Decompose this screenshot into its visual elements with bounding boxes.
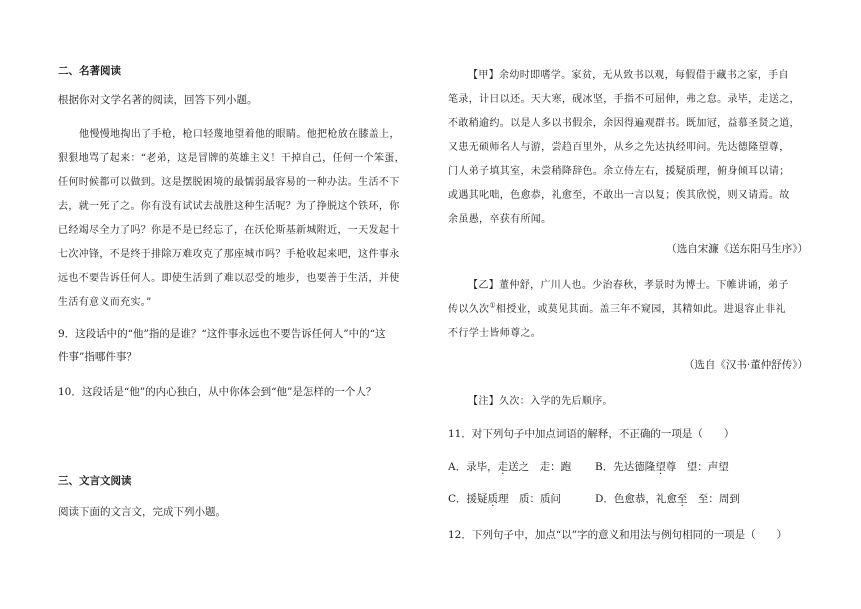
yi-source: （选自《汉书·董仲舒传》） xyxy=(683,359,808,371)
yi-line: 不行学士皆师尊之。 xyxy=(448,328,542,339)
passage-line: 已经竭尽全力了吗？你是不是已经忘了，在沃伦斯基新城附近，一天发起十 xyxy=(58,225,400,236)
q11-option-d: D．色愈恭，礼愈至 至：周到 xyxy=(595,493,740,505)
section2-intro: 根据你对文学名著的阅读，回答下列小题。 xyxy=(58,94,258,106)
jia-line: 又患无硕师名人与游，尝趋百里外，从乡之先达执经叩问。先达德隆望尊， xyxy=(448,142,790,153)
q11-option-a: A．录毕，走送之 走：跑 xyxy=(448,461,572,473)
passage-line: 任何时候都可以做到。这是摆脱困境的最懦弱最容易的一种办法。生活不下 xyxy=(58,177,400,188)
yi-line: 【乙】董仲舒，广川人也。少治春秋，孝景时为博士。下帷讲诵，弟子 xyxy=(468,280,789,291)
section2-heading: 二、名著阅读 xyxy=(58,65,121,77)
passage-line: 远也不要告诉任何人。即使生活到了难以忍受的地步，也要善于生活，并使 xyxy=(58,273,400,284)
jia-line: 或遇其叱咄，色愈恭，礼愈至，不敢出一言以复；俟其欣悦，则又请焉。故 xyxy=(448,190,790,201)
yi-line: 传以久次①相授业，或莫见其面。盖三年不窥园，其精如此。进退容止非礼 xyxy=(448,301,786,315)
passage-line: 狠狠地骂了起来：“老弟，这是冒牌的英雄主义！干掉自己，任何一个笨蛋， xyxy=(58,153,406,164)
passage-line: 七次冲锋，不是终于排除万难攻克了那座城市吗？手枪收起来吧，这件事永 xyxy=(58,249,400,260)
question-9-line1: 9．这段话中的“他”指的是谁？“这件事永远也不要告诉任何人”中的“这 xyxy=(58,328,386,340)
jia-line: 【甲】余幼时即嗜学。家贫，无从致书以观，每假借于藏书之家，手自 xyxy=(468,70,789,81)
section3-intro: 阅读下面的文言文，完成下列小题。 xyxy=(58,506,226,518)
passage-line: 去，就一死了之。你有没有试试去战胜这种生活呢？为了挣脱这个铁环，你 xyxy=(58,201,400,212)
question-9-line2: 件事”指哪件事？ xyxy=(58,351,137,363)
passage-line: 他慢慢地掏出了手枪，枪口轻蔑地望着他的眼睛。他把枪放在膝盖上， xyxy=(79,129,400,140)
jia-line: 门人弟子填其室，未尝稍降辞色。余立侍左右，援疑质理，俯身倾耳以请； xyxy=(448,166,790,177)
jia-source: （选自宋濂《送东阳马生序》） xyxy=(666,243,808,255)
q11-option-c: C．援疑质理 质：质问 xyxy=(448,493,562,505)
question-12: 12．下列句子中，加点“以”字的意义和用法与例句相同的一项是（ ） xyxy=(448,529,788,541)
q11-option-b: B．先达德隆望尊 望：声望 xyxy=(595,461,729,473)
question-11: 11．对下列句子中加点词语的解释，不正确的一项是（ ） xyxy=(448,428,735,440)
jia-line: 笔录，计日以还。天大寒，砚冰坚，手指不可屈伸，弗之怠。录毕，走送之， xyxy=(448,94,800,105)
jia-line: 余虽愚，卒获有所闻。 xyxy=(448,214,552,225)
section3-heading: 三、文言文阅读 xyxy=(58,475,132,487)
jia-line: 不敢稍逾约。以是人多以书假余，余因得遍观群书。既加冠，益慕圣贤之道， xyxy=(448,118,800,129)
question-10: 10．这段话是“他”的内心独白，从中你体会到“他”是怎样的一个人？ xyxy=(58,386,377,398)
passage-line: 生活有意义而充实。” xyxy=(58,297,152,308)
annotation-note: 【注】久次：入学的先后顺序。 xyxy=(468,396,613,407)
footnote-marker: ① xyxy=(489,301,497,310)
